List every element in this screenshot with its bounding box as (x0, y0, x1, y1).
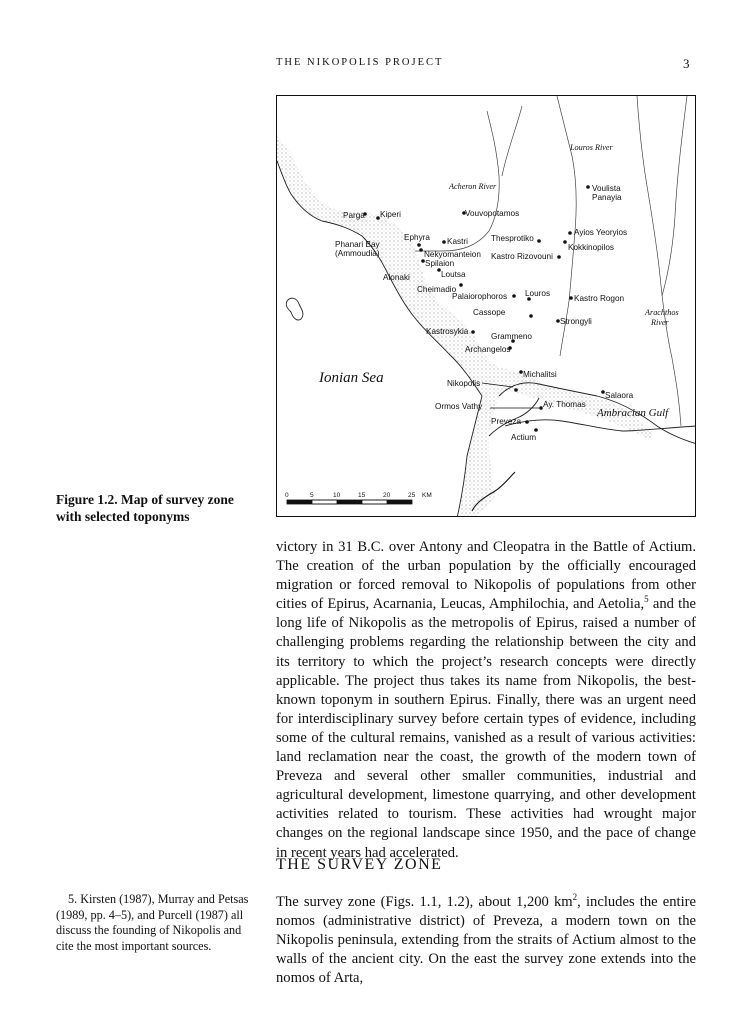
running-head: THE NIKOPOLIS PROJECT (276, 57, 444, 68)
footnote-5 (56, 892, 251, 954)
place-kiperi: Kiperi (380, 210, 401, 219)
place-palaiorophoros: Palaiorophoros (452, 292, 508, 301)
place-kokkinopilos: Kokkinopilos (568, 243, 614, 252)
page-number: 3 (683, 56, 690, 71)
place-voulista: Voulista (592, 184, 621, 193)
place-kastri: Kastri (447, 237, 468, 246)
scale-tick-0: 0 (285, 492, 289, 499)
section-heading: THE SURVEY ZONE (276, 856, 443, 873)
place-thesprotiko: Thesprotiko (491, 234, 534, 243)
scale-tick-20: 20 (383, 492, 391, 499)
body-paragraph-1 (276, 538, 696, 863)
scale-bar (287, 500, 412, 504)
place-archangelos: Archangelos (465, 345, 511, 354)
ionian-sea-label: Ionian Sea (319, 370, 384, 386)
paragraph-1-main: victory in 31 B.C. over Antony and Cleopatra in the Battle of Actium. The creation of the urban population by the officially encouraged migration or forced removal to Nikopolis of populations from other cities of Epirus, Acarnania, Leucas, Amphilochia, and Aetolia, (276, 539, 696, 613)
place-vouvopotamos: Vouvopotamos (465, 209, 520, 218)
place-ayios-yeoryios: Ayios Yeoryios (574, 228, 628, 237)
place-nekyomanteion: Nekyomanteion (424, 250, 481, 259)
place-salaora: Salaora (605, 391, 634, 400)
figure-caption: Figure 1.2. Map of survey zone with selected toponyms (56, 492, 234, 524)
place-phanari-bay: Phanari Bay (335, 240, 380, 249)
place-kastro-rogon: Kastro Rogon (574, 294, 625, 303)
place-grammeno: Grammeno (491, 332, 532, 341)
place-cheimadio: Cheimadio (417, 285, 457, 294)
place-spilaion: Spilaion (425, 259, 455, 268)
arachthos-river (637, 96, 681, 426)
place-ammoudia: (Ammoudia) (335, 249, 380, 258)
place-cassope: Cassope (473, 308, 506, 317)
paragraph-2-b: , includes the entire nomos (administrative district) of Preveza, a modern town on the Nikopolis peninsula, extending from the straits of Actium almost to the walls of the ancient city. On the east the survey zone extends into the nomos of Arta, (276, 894, 696, 987)
ambracian-gulf-label: Ambracian Gulf (597, 407, 669, 419)
place-michalitsi: Michalitsi (523, 370, 557, 379)
gulf-south-shore (505, 420, 696, 431)
paragraph-2-a: The survey zone (Figs. 1.1, 1.2), about 1,200 km (276, 894, 573, 910)
louros-river-label: Louros River (570, 143, 613, 152)
map-svg (277, 96, 696, 517)
island (286, 298, 303, 320)
arachthos-river-label-2: River (651, 318, 669, 327)
place-parga: Parga (343, 211, 365, 220)
place-strongyli: Strongyli (560, 317, 592, 326)
place-ay-thomas: Ay. Thomas (543, 400, 586, 409)
place-ormos-vathy: Ormos Vathy (435, 402, 483, 411)
place-alonaki: Alonaki (383, 273, 410, 282)
paragraph-1-rest: and the long life of Nikopolis as the metropolis of Epirus, raised a number of challenging problems regarding the relationship between the city and its territory to which the project’s research concepts were directly applicable. The project thus takes its name from Nikopolis, the best-known toponym in southern Epirus. Finally, there was an urgent need for interdisciplinary survey before certain types of evidence, including some of the cultural remains, vanished as a result of various activities: land reclamation near the coast, the growth of the modern town of Preveza and several other smaller communities, industrial and agricultural development, limestone quarrying, and other development activities related to tourism. These activities had wrought major changes on the regional landscape since 1950, and the pace of change in recent years had accelerated. (276, 596, 696, 861)
footnote-ref-5[interactable]: 5 (644, 594, 649, 605)
footnote-text: 5. Kirsten (1987), Murray and Petsas (1989, pp. 4–5), and Purcell (1987) all discuss the founding of Nikopolis and cite the most important sources. (56, 892, 249, 953)
place-actium: Actium (511, 433, 537, 442)
river-tributary (662, 96, 687, 296)
place-kastro-rizovouni: Kastro Rizovouni (491, 252, 553, 261)
superscript-2: 2 (572, 892, 578, 903)
place-panayia: Panayia (592, 193, 622, 202)
arachthos-river-label: Arachthos (645, 308, 679, 317)
scale-unit: KM (422, 492, 432, 499)
place-loutsa: Loutsa (441, 270, 466, 279)
place-nikopolis: Nikopolis (447, 379, 481, 388)
place-ephyra: Ephyra (404, 233, 430, 242)
body-paragraph-2 (276, 893, 696, 988)
acheron-river (415, 111, 499, 251)
acheron-tributary (502, 106, 522, 176)
place-preveza: Preveza (491, 417, 522, 426)
place-kastrosykia: Kastrosykia (426, 327, 469, 336)
scale-tick-15: 15 (358, 492, 366, 499)
place-louros: Louros (525, 289, 551, 298)
survey-zone-map (276, 95, 696, 517)
scale-tick-5: 5 (310, 492, 314, 499)
acheron-river-label: Acheron River (449, 182, 497, 191)
scale-tick-25: 25 (408, 492, 416, 499)
scale-tick-10: 10 (333, 492, 341, 499)
